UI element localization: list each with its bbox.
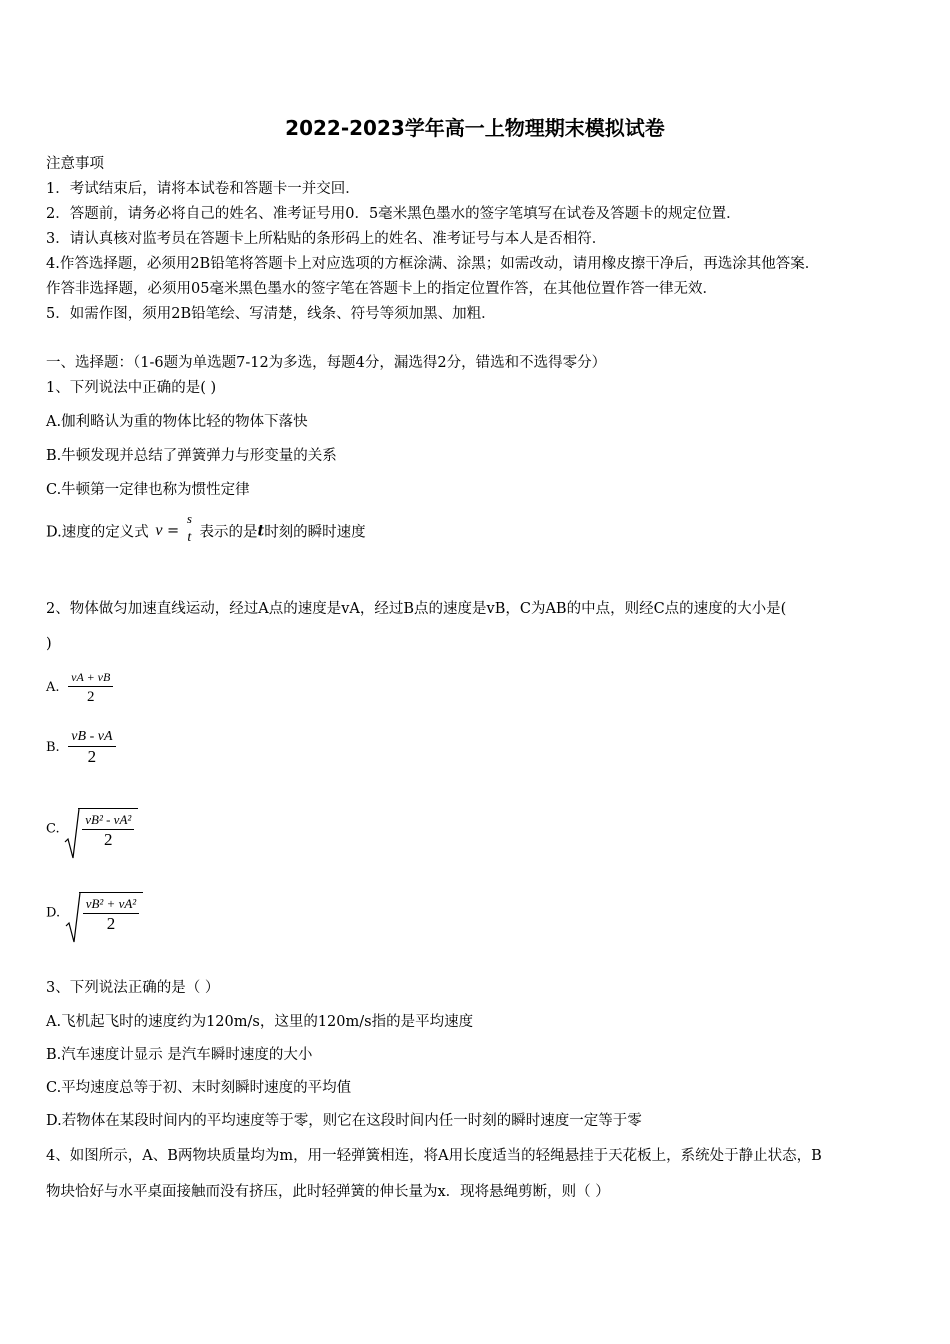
section-heading: 一、选择题：（1-6题为单选题7-12为多选，每题4分，漏选得2分，错选和不选得零分） [46, 355, 607, 371]
notice-item-1: 1．考试结束后，请将本试卷和答题卡一并交回． [46, 181, 360, 197]
q1-formula-fraction [184, 510, 195, 548]
q2-option-c-fraction [82, 811, 134, 850]
q2-option-c [46, 808, 138, 850]
notice-heading: 注意事项 [46, 156, 104, 172]
q2-option-a-fraction [68, 668, 113, 707]
notice-item-2: 2．答题前，请务必将自己的姓名、准考证号用0．5毫米黑色墨水的签字笔填写在试卷及答题卡的规定位置． [46, 206, 741, 222]
q1-option-d-post2: 时刻的瞬时速度 [264, 524, 366, 541]
q2-stem-text: 2、物体做匀加速直线运动，经过A点的速度是vA，经过B点的速度是vB，C为AB的中点，则经C点的速度的大小是( [46, 601, 787, 617]
q2-option-d-fraction [83, 895, 140, 934]
radical-icon [64, 808, 80, 860]
q3-stem: 3、下列说法正确的是（ ） [46, 980, 220, 996]
q2-option-d-den: 2 [106, 914, 116, 933]
q2-option-b [46, 728, 116, 767]
q1-stem: 1、下列说法中正确的是( ) [46, 380, 217, 396]
q2-option-d-label: D. [46, 905, 61, 921]
q2-option-a-num: vA + vB [68, 668, 113, 687]
q1-option-d-post1: 表示的是 [199, 524, 258, 541]
q2-option-c-label: C. [46, 821, 60, 837]
q3-option-b: B.汽车速度计显示 是汽车瞬时速度的大小 [46, 1047, 313, 1063]
q2-option-b-fraction [68, 728, 115, 767]
q2-option-d-sqrt [65, 892, 144, 934]
q2-option-a-den: 2 [86, 689, 95, 705]
q2-option-b-num: vB - vA [68, 728, 115, 747]
page-title: 2022-2023学年高一上物理期末模拟试卷 [285, 116, 665, 140]
q1-option-b: B.牛顿发现并总结了弹簧弹力与形变量的关系 [46, 448, 337, 464]
q2-option-c-sqrt [64, 808, 138, 850]
q2-option-d-num: vB² + vA² [83, 895, 140, 914]
q1-option-c: C.牛顿第一定律也称为惯性定律 [46, 482, 250, 498]
q4-stem-line2: 物块恰好与水平桌面接触而没有挤压，此时轻弹簧的伸长量为x．现将悬绳剪断，则（ ） [46, 1184, 610, 1200]
notice-item-5: 5．如需作图，须用2B铅笔绘、写清楚，线条、符号等须加黑、加粗． [46, 306, 496, 322]
q2-option-a-label: A. [46, 680, 60, 695]
q1-formula-v: v [155, 522, 163, 539]
notice-item-4: 4.作答选择题，必须用2B铅笔将答题卡上对应选项的方框涂满、涂黑；如需改动，请用橡皮擦干净后，再选涂其他答案． [46, 256, 820, 272]
q3-option-c: C.平均速度总等于初、末时刻瞬时速度的平均值 [46, 1080, 352, 1096]
q2-option-b-label: B. [46, 740, 60, 755]
q1-option-a: A.伽利略认为重的物体比轻的物体下落快 [46, 414, 308, 430]
q1-option-d [46, 511, 366, 548]
radical-icon [65, 892, 81, 944]
q1-option-d-t: t [257, 522, 265, 540]
q1-option-d-prefix: D.速度的定义式 [46, 524, 149, 541]
q2-stem [46, 597, 786, 618]
notice-item-4-cont: 作答非选择题，必须用05毫米黑色墨水的签字笔在答题卡上的指定位置作答，在其他位置作答一律无效． [46, 281, 717, 297]
q2-option-d [46, 892, 143, 934]
q1-formula-den: t [187, 530, 192, 545]
q3-option-a: A.飞机起飞时的速度约为120m/s，这里的120m/s指的是平均速度 [46, 1014, 474, 1030]
q2-option-a [46, 668, 113, 707]
q4-stem-line1: 4、如图所示，A、B两物块质量均为m，用一轻弹簧相连，将A用长度适当的轻绳悬挂于天花板上，系统处于静止状态，B [46, 1148, 822, 1164]
notice-item-3: 3．请认真核对监考员在答题卡上所粘贴的条形码上的姓名、准考证号与本人是否相符． [46, 231, 607, 247]
q2-option-c-num: vB² - vA² [82, 811, 134, 830]
q1-formula-eq: = [167, 523, 180, 539]
q2-stem-close: ) [46, 636, 52, 652]
q3-option-d: D.若物体在某段时间内的平均速度等于零，则它在这段时间内任一时刻的瞬时速度一定等于零 [46, 1113, 642, 1129]
q2-option-c-den: 2 [104, 830, 113, 849]
q2-option-b-den: 2 [87, 747, 97, 766]
q1-formula-num: s [186, 511, 192, 526]
